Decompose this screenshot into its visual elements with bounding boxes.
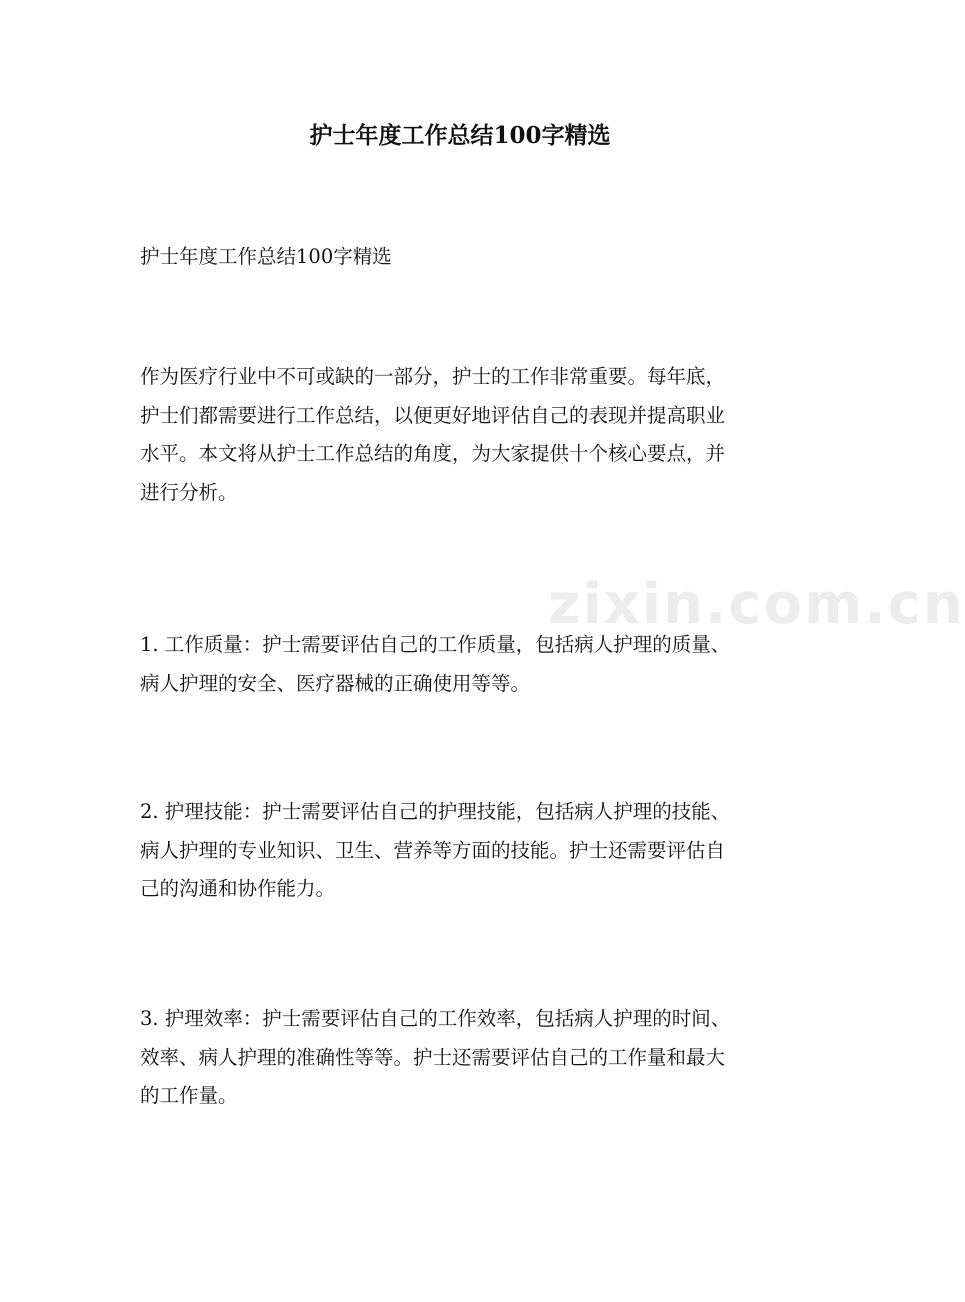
- list-item: 1. 工作质量：护士需要评估自己的工作质量，包括病人护理的质量、 病人护理的安全、医疗器械的正确使用等等。: [140, 633, 731, 695]
- intro-paragraph: 作为医疗行业中不可或缺的一部分，护士的工作非常重要。每年底， 护士们都需要进行工作总结，以便更好地评估自己的表现并提高职业 水平。本文将从护士工作总结的角度，为大家提供十个核心要点，并 进行分析。: [140, 365, 726, 504]
- list-item: 3. 护理效率：护士需要评估自己的工作效率，包括病人护理的时间、 效率、病人护理的准确性等等。护士还需要评估自己的工作量和最大 的工作量。: [140, 1007, 731, 1107]
- document-title: 护士年度工作总结100字精选: [309, 122, 611, 149]
- document-subtitle: 护士年度工作总结100字精选: [140, 245, 392, 268]
- list-item: 2. 护理技能：护士需要评估自己的护理技能，包括病人护理的技能、 病人护理的专业知识、卫生、营养等方面的技能。护士还需要评估自 己的沟通和协作能力。: [140, 800, 731, 900]
- watermark: zixin.com.cn: [548, 572, 965, 637]
